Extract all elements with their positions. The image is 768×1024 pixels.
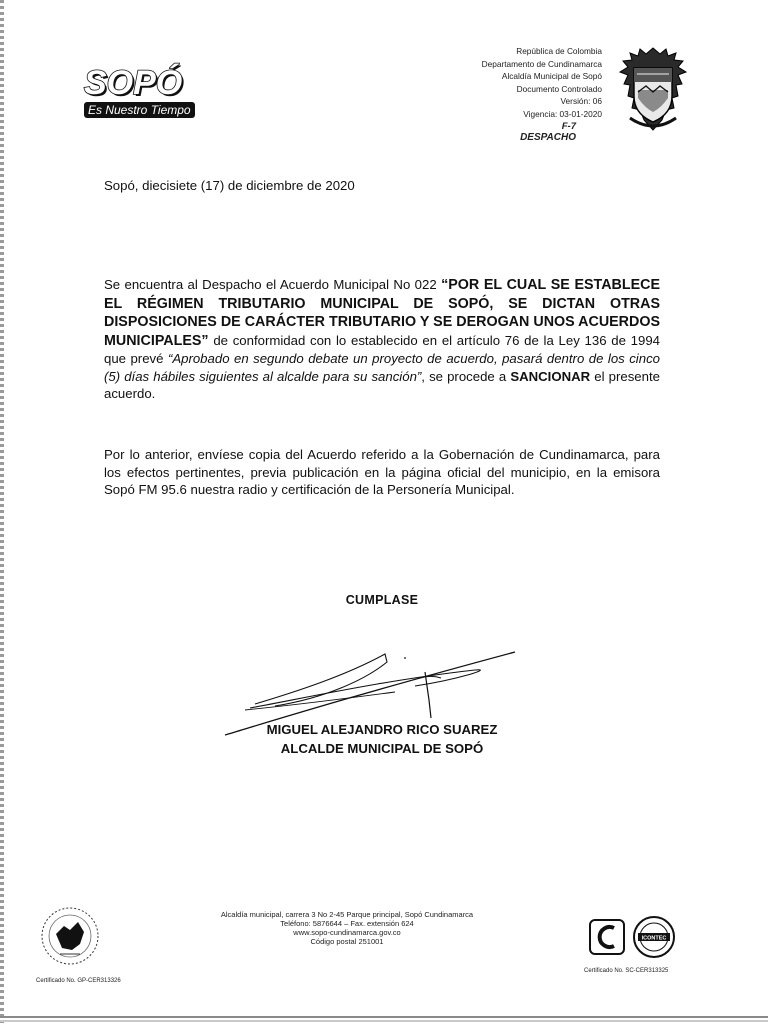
signer-name: MIGUEL ALEJANDRO RICO SUAREZ <box>266 722 498 737</box>
sanction-keyword: SANCIONAR <box>510 368 591 384</box>
paragraph-copy-instructions: Por lo anterior, envíese copia del Acuerdo referido a la Gobernación de Cundinamarca, para los efectos pertinentes, previa publicación en la página oficial del municipio, en la emisora Sopó FM 95.6 nuestra radio y certificación de la Personería Municipal. <box>104 447 660 497</box>
sopo-logo <box>84 66 204 126</box>
municipal-coat-of-arms-icon <box>616 44 690 136</box>
paragraph-intro: Se encuentra al Despacho el Acuerdo Municipal No 022 <box>104 277 442 292</box>
icontec-certification-seal-icon <box>588 914 680 960</box>
document-date: Sopó, diecisiete (17) de diciembre de 2020 <box>104 178 355 193</box>
header-line: Alcaldía Municipal de Sopó <box>501 71 602 81</box>
logo-tagline: Es Nuestro Tiempo <box>84 102 195 118</box>
footer-line: www.sopo-cundinamarca.gov.co <box>293 928 401 937</box>
footer-line: Código postal 251001 <box>310 937 384 946</box>
certificate-left: Certificado No. GP-CER313326 <box>36 978 121 984</box>
header-line: Versión: 06 <box>560 96 602 106</box>
agreement-title: “POR EL CUAL SE ESTABLECE EL RÉGIMEN TRIBUTARIO MUNICIPAL DE SOPÓ, SE DICTAN OTRAS DISPOSICIONES DE CARÁCTER TRIBUTARIO Y SE DEROGAN UNOS ACUERDOS MUNICIPALES” <box>104 277 660 349</box>
scan-edge-bottom <box>0 1016 768 1018</box>
paragraph-middle: de conformidad con lo establecido en el artículo 76 de la Ley 136 de 1994 que prevé <box>104 332 660 366</box>
certificate-right: Certificado No. SC-CER313325 <box>584 968 669 974</box>
header-line: República de Colombia <box>516 46 602 56</box>
scan-edge-bottom-2 <box>0 1020 768 1022</box>
signer-title: ALCALDE MUNICIPAL DE SOPÓ <box>280 741 484 756</box>
office-label: DESPACHO <box>520 132 576 143</box>
paragraph-ending: el presente acuerdo. <box>104 368 660 401</box>
footer-line: Alcaldía municipal, carrera 3 No 2-45 Parque principal, Sopó Cundinamarca <box>220 910 474 919</box>
logo-wordmark: SOPÓ <box>84 64 183 102</box>
footer-line: Teléfono: 5876644 – Fax. extensión 624 <box>280 919 414 928</box>
quality-certification-seal-icon <box>36 904 104 968</box>
document-header-block <box>342 45 602 144</box>
closing-cumplase: CUMPLASE <box>345 593 419 607</box>
scan-edge-left <box>0 0 4 1024</box>
page-footer <box>182 910 512 946</box>
header-line: Documento Controlado <box>516 83 602 94</box>
header-line: Departamento de Cundinamarca <box>481 58 602 69</box>
form-code: F-7 <box>561 121 576 132</box>
header-line: Vigencia: 03-01-2020 <box>523 108 602 119</box>
legal-quote: “Aprobado en segundo debate un proyecto de acuerdo, pasará dentro de los cinco (5) días hábiles siguientes al alcalde para su sanción” <box>104 351 660 384</box>
paragraph-after-quote: , se procede a <box>421 368 511 384</box>
seal-right-label: ICONTEC <box>641 935 667 942</box>
paragraph-sanction-notice <box>104 276 660 403</box>
